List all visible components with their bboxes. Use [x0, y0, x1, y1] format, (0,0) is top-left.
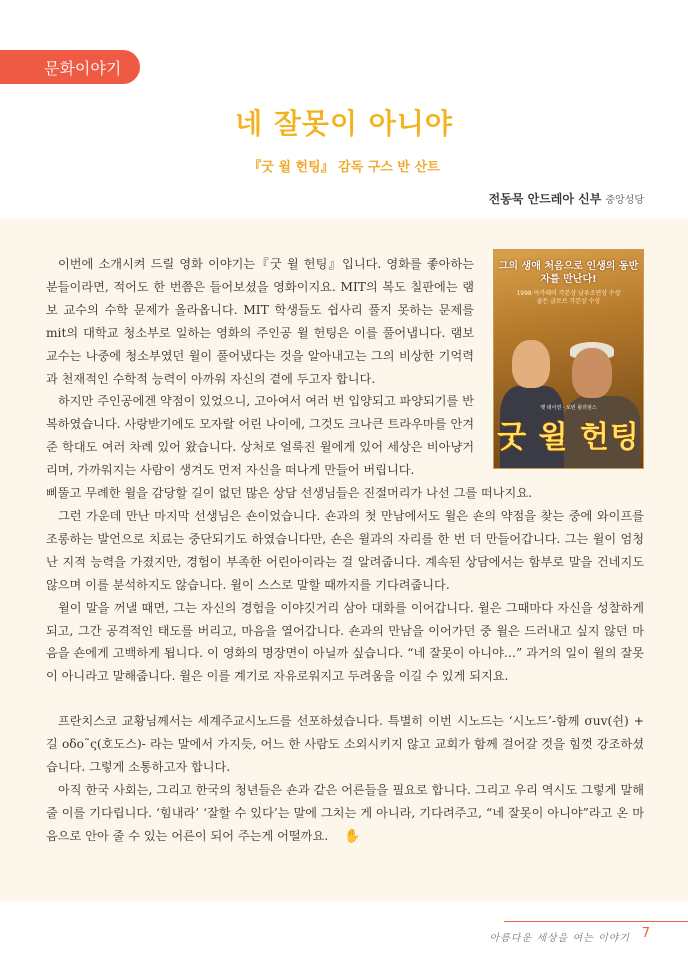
poster-credit: 맷 데이먼 · 로빈 윌리엄스	[540, 405, 597, 411]
paragraph-6-text: 아직 한국 사회는, 그리고 한국의 청년들은 숀과 같은 어른들을 필요로 합니다. 그리고 우리 역시도 그렇게 말해줄 이를 기다립니다. ‘힘내라’ ‘잘할 수 있다’는 말에 그치는 게 아니라, 기다려주고, “네 잘못이 아니야”라고 온 마음으로 안아 줄 수 있는 어른이 되어 주는게 어떨까요.	[46, 782, 644, 843]
paragraph-1: 이번에 소개시켜 드릴 영화 이야기는『굿 윌 헌팅』입니다. 영화를 좋아하는 분들이라면, 적어도 한 번쯤은 들어보셨을 영화이지요. MIT의 복도 칠판에는 램보 교수의 수학 문제가 올라옵니다. MIT 학생들도 쉽사리 풀지 못하는 문제를 mit의 대학교 청소부로 일하는 영화의 주인공 윌 헌팅은 이를 풀어냅니다. 램보 교수는 나중에 청소부였던 윌이 풀어냈다는 것을 알아내고는 그의 비상한 기억력과 천재적인 수학적 능력이 아까워 자신의 곁에 두고자 합니다.	[46, 257, 474, 386]
hand-icon: ✋	[344, 828, 361, 844]
paragraph-4: 윌이 말을 꺼낼 때면, 그는 자신의 경험을 이야깃거리 삼아 대화를 이어갑니다. 윌은 그때마다 자신을 성찰하게 되고, 그간 공격적인 태도를 버리고, 마음을 열어갑니다. 숀과의 만남을 이어가던 중 윌은 드러내고 싶지 않던 마음을 숀에게 고백하게 됩니다. 이 영화의 명장면이 아닐까 싶습니다. “네 잘못이 아니야…” 과거의 일이 윌의 잘못이 아니라고 말해줍니다. 윌은 이를 계기로 자유로워지고 두려움을 이길 수 있게 되지요.	[46, 600, 644, 684]
paragraph-2-tail: 삐뚤고 무례한 윌을 감당할 길이 없던 많은 상담 선생님들은 진절머리가 나선 그를 떠나지요.	[46, 486, 532, 501]
byline	[489, 190, 644, 207]
footer-divider	[504, 921, 688, 922]
poster-subtag-line1: 1998 아카데미 각본상 남우조연상 수상	[516, 290, 621, 297]
article-body	[46, 253, 644, 849]
section-label: 문화이야기	[44, 58, 122, 78]
author-org: 중앙성당	[605, 195, 644, 206]
poster-subtag-line2: 골든 글로브 각본상 수상	[536, 298, 601, 305]
author-name: 전동묵 안드레아 신부	[488, 192, 602, 206]
poster-tagline: 그의 생애 처음으로 인생의 동반자를 만난다!	[498, 261, 639, 285]
footer-magazine: 아름다운 세상을 여는 이야기	[489, 933, 630, 944]
page-number: 7	[641, 926, 650, 941]
article-subtitle: 『굿 윌 헌팅』 감독 구스 반 산트	[248, 160, 440, 175]
paragraph-6	[46, 779, 644, 849]
paragraph-3: 그런 가운데 만난 마지막 선생님은 숀이었습니다. 숀과의 첫 만남에서도 윌은 숀의 약점을 찾는 중에 와이프를 조롱하는 발언으로 치료는 중단되기도 하였습니다만, 숀은 윌과의 자리를 한 번 더 만들어갑니다. 그는 윌이 엄청난 지적 능력을 가졌지만, 경험이 부족한 어린아이라는 걸 알려줍니다. 계속된 상담에서는 함부로 말을 건네지도 않으며 이를 분석하지도 않습니다. 윌이 스스로 말할 때까지를 기다려줍니다.	[46, 508, 644, 592]
article-title: 네 잘못이 아니야	[235, 107, 453, 140]
paragraph-5: 프란치스코 교황님께서는 세계주교시노드를 선포하셨습니다. 특별히 이번 시노드는 ‘시노드’-함께 σuv(쉰) + 길 οδο˜ς(호도스)- 라는 말에서 가지듯, 어느 한 사람도 소외시키지 않고 교회가 함께 걸어갈 것을 힘껏 강조하셨습니다. 그렇게 소통하고자 합니다.	[46, 714, 644, 775]
section-tab	[0, 50, 140, 84]
poster-title: 굿 윌 헌팅	[497, 420, 640, 455]
paragraph-2: 하지만 주인공에겐 약점이 있었으니, 고아여서 여러 번 입양되고 파양되기를 반복하였습니다. 사랑받기에도 모자랄 어린 나이에, 그것도 크나큰 트라우마를 안겨준 학대도 여러 차례 있어 왔습니다. 상처로 얼룩진 윌에게 있어 세상은 비아냥거리며, 가까워지는 사람이 생겨도 먼저 자신을 떠나게 만들어 버립니다.	[46, 394, 474, 478]
